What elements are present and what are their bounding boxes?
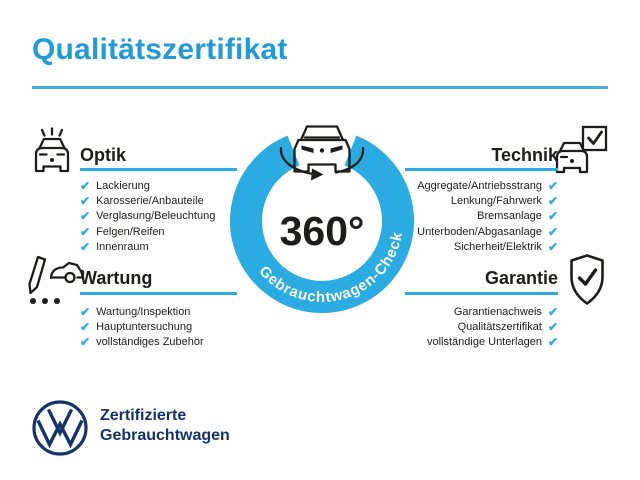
check-icon: ✔ [547, 178, 558, 193]
section-underline-optik [80, 168, 237, 171]
check-item-label: Lenkung/Fahrwerk [450, 195, 542, 208]
check-item-label: vollständiges Zubehör [96, 336, 204, 349]
pen-car-service-icon [24, 254, 86, 308]
check-item-label: vollständige Unterlagen [426, 336, 542, 349]
brand-line-2: Gebrauchtwagen [100, 427, 230, 444]
check-icon: ✔ [80, 194, 91, 209]
section-underline-garantie [405, 292, 558, 295]
check-item-label: Lackierung [96, 179, 150, 192]
check-item [80, 335, 204, 350]
check-icon: ✔ [547, 320, 558, 335]
brand-line-1: Zertifizierte [100, 407, 187, 424]
vw-logo [30, 398, 90, 458]
check-icon: ✔ [547, 304, 558, 319]
section-underline-wartung [80, 292, 237, 295]
360-check-hub [222, 112, 422, 318]
section-heading-technik: Technik [491, 145, 558, 165]
check-item [340, 335, 558, 350]
section-underline-technik [405, 168, 558, 171]
check-icon: ✔ [80, 240, 91, 255]
check-item [80, 304, 204, 319]
check-item-label: Unterboden/Abgasanlage [417, 225, 542, 238]
check-icon: ✔ [547, 209, 558, 224]
check-item [80, 178, 215, 193]
check-icon: ✔ [547, 240, 558, 255]
wartung-checklist [80, 304, 204, 350]
check-item [80, 240, 215, 255]
check-item [340, 319, 558, 334]
check-item-label: Karosserie/Anbauteile [96, 195, 204, 208]
check-item-label: Garantienachweis [453, 305, 542, 318]
check-item-label: Sicherheit/Elektrik [453, 241, 542, 254]
check-icon: ✔ [80, 178, 91, 193]
ring-label: Gebrauchtwagen-Check [255, 230, 407, 307]
check-item-label: Qualitätszertifikat [457, 321, 542, 334]
page-title: Qualitätszertifikat [32, 33, 288, 66]
check-item-label: Innenraum [96, 241, 149, 254]
check-item-label: Wartung/Inspektion [96, 305, 191, 318]
car-checkbox-icon [552, 122, 610, 176]
shield-check-icon [566, 252, 608, 308]
section-heading-optik: Optik [80, 145, 127, 165]
check-icon: ✔ [80, 224, 91, 239]
check-icon: ✔ [547, 335, 558, 350]
check-item [80, 193, 215, 208]
car-front-shine-icon [27, 126, 77, 178]
check-icon: ✔ [80, 209, 91, 224]
check-item-label: Bremsanlage [477, 210, 542, 223]
check-item-label: Verglasung/Beleuchtung [96, 210, 216, 223]
degree-label: 360° [279, 208, 365, 254]
check-item-label: Aggregate/Antriebsstrang [417, 179, 542, 192]
check-item [80, 209, 215, 224]
check-item-label: Felgen/Reifen [96, 225, 165, 238]
section-heading-wartung: Wartung [80, 268, 153, 288]
check-item [80, 319, 204, 334]
check-icon: ✔ [80, 320, 91, 335]
section-heading-garantie: Garantie [484, 268, 558, 288]
check-icon: ✔ [80, 304, 91, 319]
check-icon: ✔ [547, 194, 558, 209]
optik-checklist [80, 178, 215, 255]
title-divider [32, 86, 608, 89]
check-item-label: Hauptuntersuchung [96, 321, 193, 334]
check-icon: ✔ [547, 224, 558, 239]
check-item [80, 224, 215, 239]
check-icon: ✔ [80, 335, 91, 350]
